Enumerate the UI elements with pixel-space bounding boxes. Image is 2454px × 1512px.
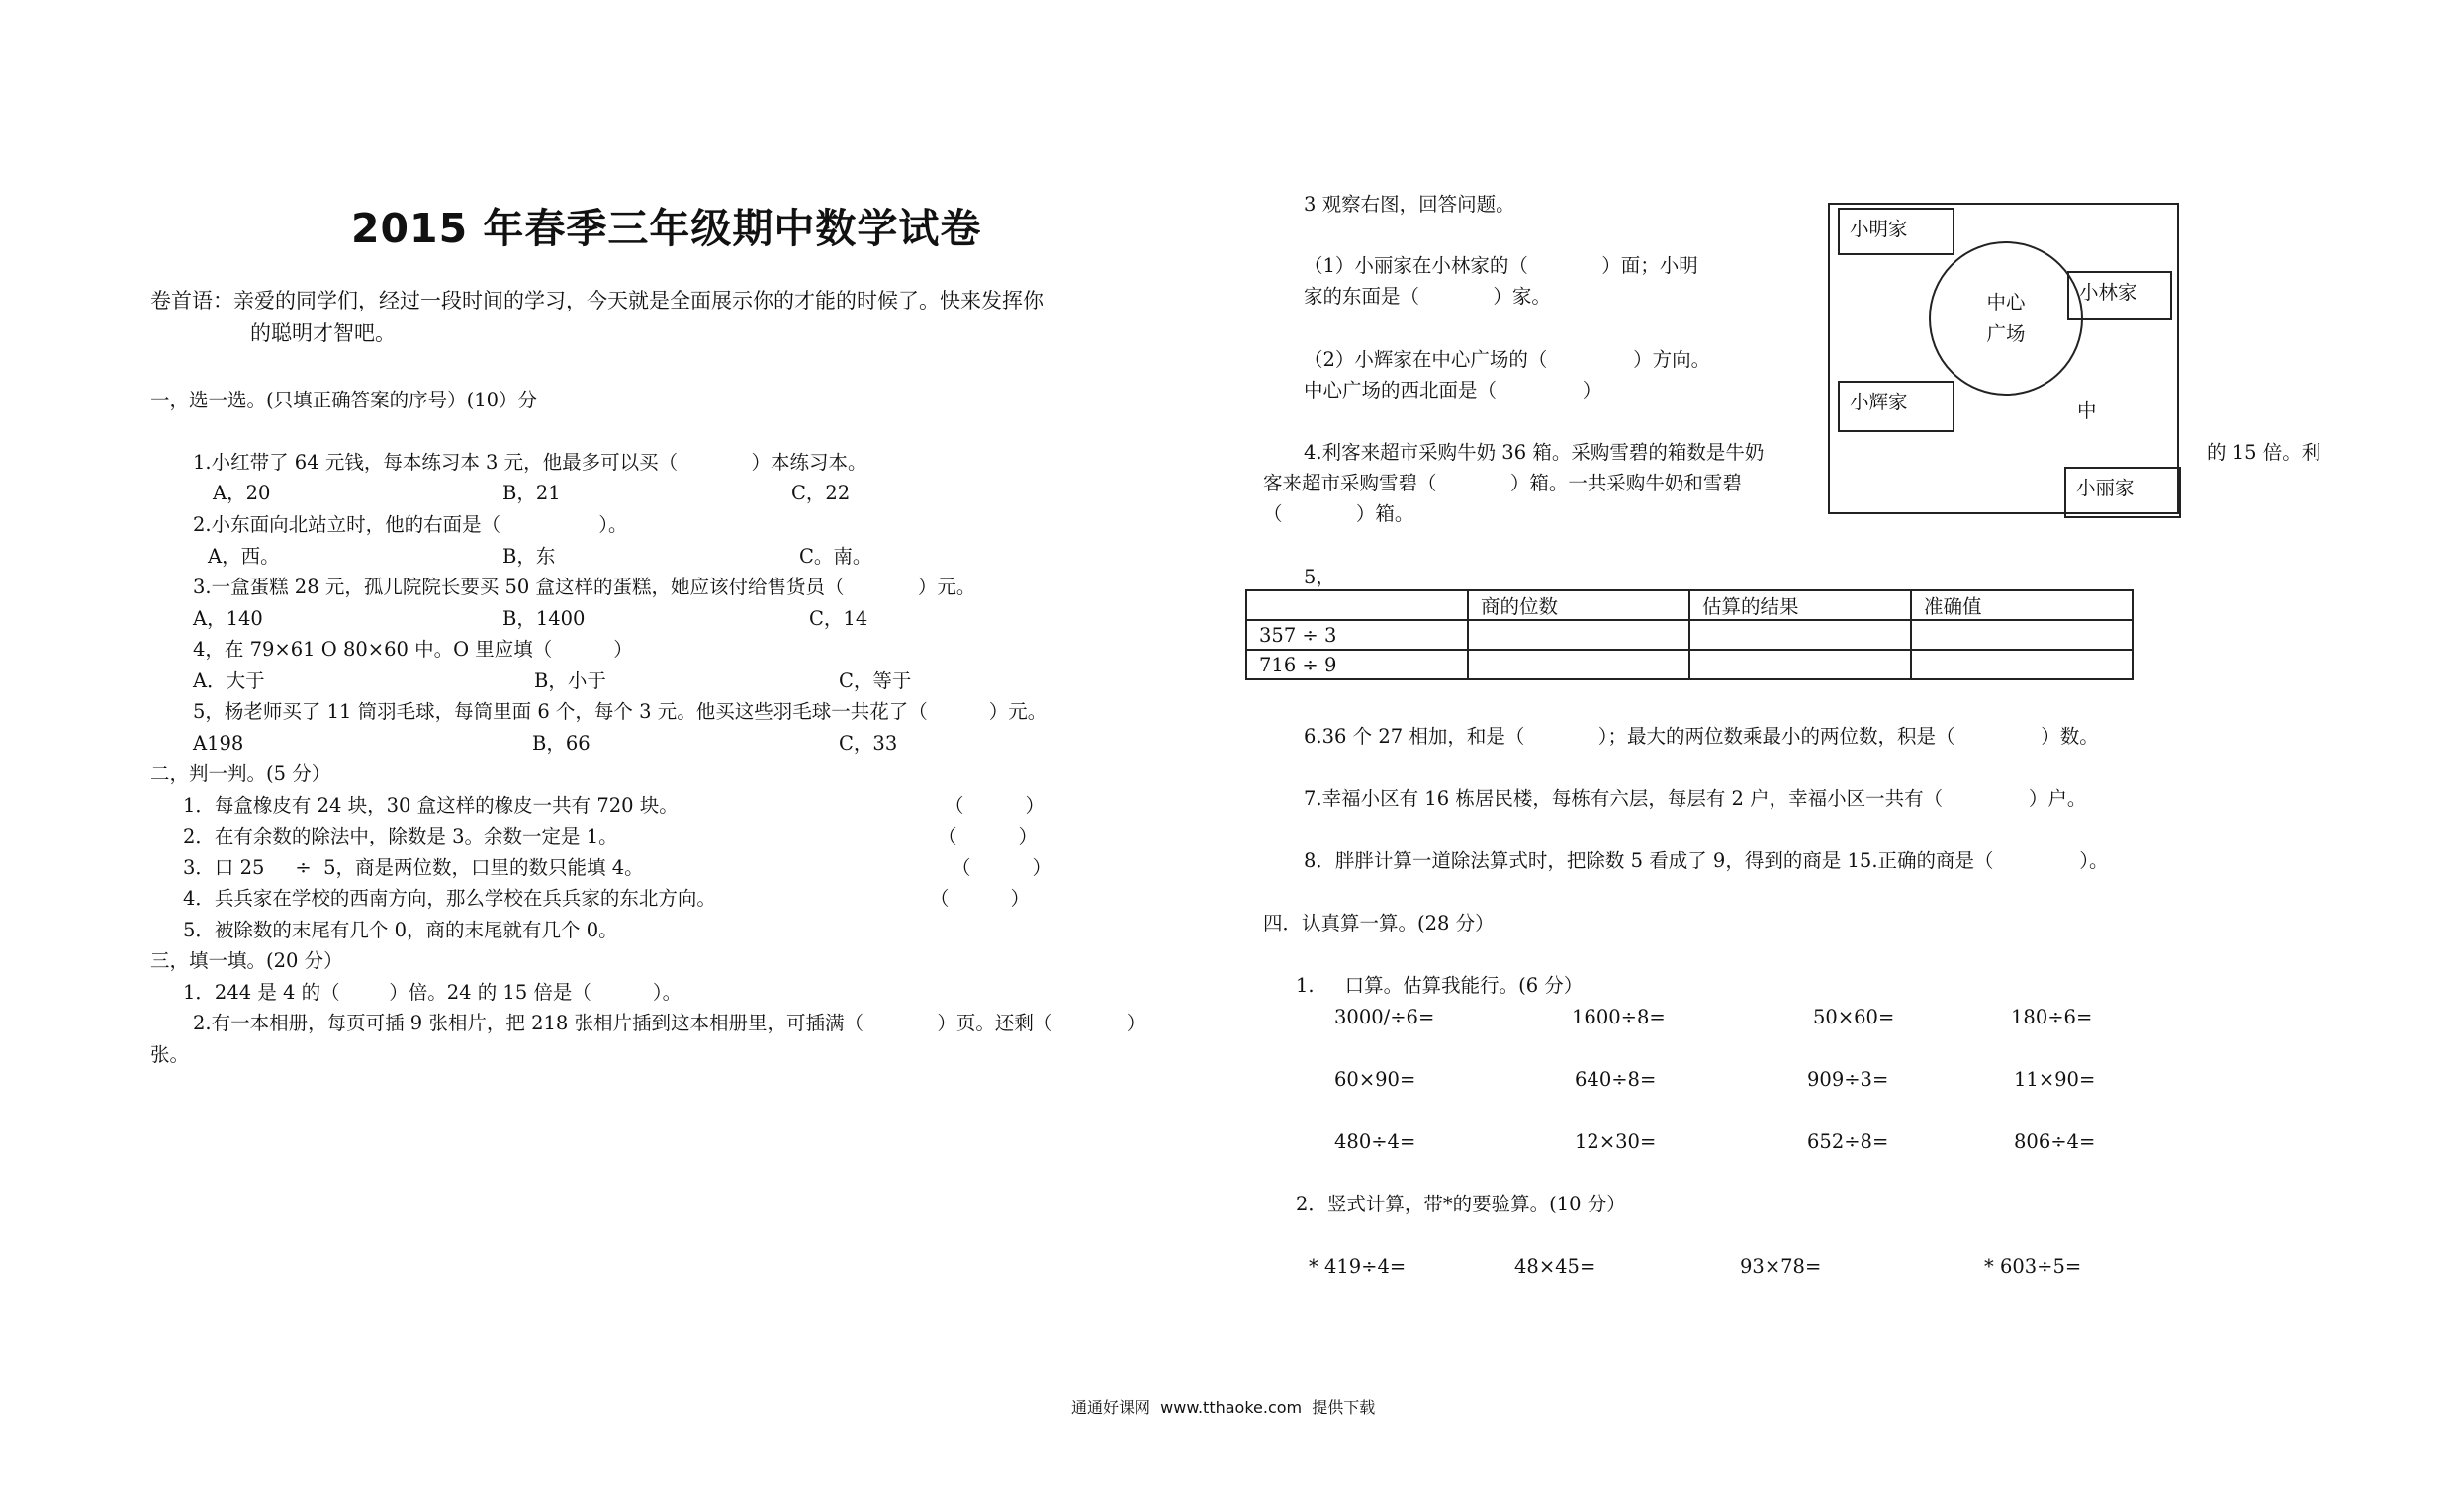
calc-item: 480÷4= bbox=[1334, 1130, 1416, 1153]
vertical-calc-item: 48×45= bbox=[1514, 1255, 1596, 1278]
s3-q3-p1-line-1: （1）小丽家在小林家的（ ）面；小明 bbox=[1304, 254, 1698, 277]
s3-q4-tail: 的 15 倍。利 bbox=[2207, 441, 2321, 464]
page-title: 2015 年春季三年级期中数学试卷 bbox=[351, 205, 982, 252]
map-center-plaza bbox=[1929, 241, 2083, 396]
s2-item-3-paren: （ ） bbox=[952, 856, 1051, 879]
estimation-table bbox=[1245, 589, 2134, 680]
map-diagram bbox=[1828, 203, 2179, 514]
table-header-row bbox=[1246, 590, 2133, 620]
map-xiaohui-home: 小辉家 bbox=[1838, 381, 1954, 432]
table-cell bbox=[1689, 620, 1911, 650]
table-header-cell: 准确值 bbox=[1911, 590, 2133, 620]
s1-q5-option-b: B，66 bbox=[532, 732, 591, 755]
s2-item-2: 2．在有余数的除法中，除数是 3。余数一定是 1。 bbox=[183, 825, 618, 847]
map-xiaolin-home: 小林家 bbox=[2067, 271, 2172, 320]
s1-q5-option-c: C，33 bbox=[839, 732, 898, 755]
s1-q4-option-b: B，小于 bbox=[534, 669, 606, 692]
s1-q4-option-a: A．大于 bbox=[193, 669, 265, 692]
s3-q3-p1-line-2: 家的东面是（ ）家。 bbox=[1304, 285, 1551, 308]
table-cell bbox=[1689, 650, 1911, 679]
s2-item-1-paren: （ ） bbox=[945, 794, 1045, 817]
calc-item: 60×90= bbox=[1334, 1068, 1416, 1091]
s3-q4-line-3: （ ）箱。 bbox=[1263, 502, 1414, 525]
s1-q2-option-b: B，东 bbox=[502, 545, 556, 568]
map-xiaoli-home: 小丽家 bbox=[2064, 467, 2181, 518]
s3-q3-intro: 3 观察右图，回答问题。 bbox=[1304, 193, 1515, 216]
table-header-cell: 商的位数 bbox=[1468, 590, 1689, 620]
s1-q3-option-a: A，140 bbox=[193, 607, 263, 630]
s1-q1-option-a: A，20 bbox=[213, 482, 271, 504]
s1-q2-option-c: C。南。 bbox=[799, 545, 872, 568]
intro-line-1: 卷首语：亲爱的同学们，经过一段时间的学习，今天就是全面展示你的才能的时候了。快来发挥你 bbox=[150, 289, 1044, 312]
table-cell: 716 ÷ 9 bbox=[1246, 650, 1468, 679]
calc-item: 50×60= bbox=[1813, 1006, 1895, 1028]
s1-q3-option-b: B，1400 bbox=[502, 607, 586, 630]
table-header-cell: 估算的结果 bbox=[1689, 590, 1911, 620]
s3-q3-p2-line-2: 中心广场的西北面是（ ） bbox=[1304, 379, 1602, 401]
s2-item-1: 1．每盒橡皮有 24 块，30 盒这样的橡皮一共有 720 块。 bbox=[183, 794, 679, 817]
vertical-calc-item: * 419÷4= bbox=[1309, 1255, 1407, 1278]
calc-item: 806÷4= bbox=[2014, 1130, 2096, 1153]
table-cell: 357 ÷ 3 bbox=[1246, 620, 1468, 650]
calc-item: 652÷8= bbox=[1807, 1130, 1889, 1153]
s3-q1: 1．244 是 4 的（ ）倍。24 的 15 倍是（ ）。 bbox=[183, 981, 682, 1004]
s1-q2-text: 2.小东面向北站立时，他的右面是（ ）。 bbox=[193, 513, 628, 536]
section2-heading: 二，判一判。(5 分） bbox=[150, 762, 331, 785]
calc-item: 3000/÷6= bbox=[1334, 1006, 1435, 1028]
calc-item: 180÷6= bbox=[2011, 1006, 2093, 1028]
table-cell bbox=[1911, 650, 2133, 679]
s2-item-4-paren: （ ） bbox=[930, 887, 1030, 910]
s3-q2-line-1: 2.有一本相册，每页可插 9 张相片，把 218 张相片插到这本相册里，可插满（ ）页。还剩（ ） bbox=[193, 1012, 1146, 1034]
s1-q1-text: 1.小红带了 64 元钱，每本练习本 3 元，他最多可以买（ ）本练习本。 bbox=[193, 451, 867, 474]
section3-heading: 三，填一填。(20 分） bbox=[150, 949, 343, 972]
s1-q5-text: 5，杨老师买了 11 筒羽毛球，每筒里面 6 个，每个 3 元。他买这些羽毛球一共花了（ ）元。 bbox=[193, 700, 1047, 723]
s3-q4-line-1: 4.利客来超市采购牛奶 36 箱。采购雪碧的箱数是牛奶 bbox=[1304, 441, 1765, 464]
calc-item: 12×30= bbox=[1575, 1130, 1657, 1153]
footer-source-link[interactable]: 通通好课网 www.tthaoke.com 提供下载 bbox=[1071, 1398, 1376, 1417]
s3-q3-p2-line-1: （2）小辉家在中心广场的（ ）方向。 bbox=[1304, 348, 1711, 371]
table-row bbox=[1246, 650, 2133, 679]
s2-item-5: 5．被除数的末尾有几个 0，商的末尾就有几个 0。 bbox=[183, 919, 618, 941]
s1-q4-text: 4，在 79×61 O 80×60 中。O 里应填（ ） bbox=[193, 638, 633, 661]
s1-q1-option-c: C，22 bbox=[791, 482, 851, 504]
calc-item: 640÷8= bbox=[1575, 1068, 1657, 1091]
map-xiaoming-home: 小明家 bbox=[1838, 208, 1954, 255]
s1-q3-text: 3.一盒蛋糕 28 元，孤儿院院长要买 50 盒这样的蛋糕，她应该付给售货员（ ）元。 bbox=[193, 576, 976, 598]
section4-heading: 四．认真算一算。(28 分） bbox=[1263, 912, 1495, 934]
map-center-label-2: 广场 bbox=[1986, 322, 2026, 345]
s1-q2-option-a: A，西。 bbox=[208, 545, 280, 568]
table-cell bbox=[1911, 620, 2133, 650]
intro-line-2: 的聪明才智吧。 bbox=[250, 321, 396, 345]
s3-q5-label: 5， bbox=[1304, 566, 1335, 588]
s3-q4-line-2: 客来超市采购雪碧（ ）箱。一共采购牛奶和雪碧 bbox=[1263, 472, 1742, 494]
vertical-calc-item: 93×78= bbox=[1740, 1255, 1822, 1278]
table-cell bbox=[1468, 620, 1689, 650]
s1-q4-option-c: C，等于 bbox=[839, 669, 912, 692]
section1-heading: 一，选一选。(只填正确答案的序号）(10）分 bbox=[150, 389, 538, 411]
vertical-calc-item: * 603÷5= bbox=[1984, 1255, 2082, 1278]
s2-item-2-paren: （ ） bbox=[938, 825, 1038, 847]
table-row bbox=[1246, 620, 2133, 650]
calc-item: 1600÷8= bbox=[1572, 1006, 1666, 1028]
s2-item-3: 3．口 25 ÷ 5，商是两位数，口里的数只能填 4。 bbox=[183, 856, 644, 879]
s4-p1-heading: 1. 口算。估算我能行。(6 分） bbox=[1296, 974, 1584, 997]
s2-item-4: 4．兵兵家在学校的西南方向，那么学校在兵兵家的东北方向。 bbox=[183, 887, 716, 910]
table-cell bbox=[1468, 650, 1689, 679]
s1-q3-option-c: C，14 bbox=[809, 607, 868, 630]
s1-q5-option-a: A198 bbox=[193, 732, 244, 755]
s3-q6: 6.36 个 27 相加，和是（ ）；最大的两位数乘最小的两位数，积是（ ）数。 bbox=[1304, 725, 2099, 748]
s1-q1-option-b: B，21 bbox=[502, 482, 561, 504]
map-center-label-1: 中心 bbox=[1986, 291, 2026, 313]
calc-item: 909÷3= bbox=[1807, 1068, 1889, 1091]
s4-p2-heading: 2．竖式计算，带*的要验算。(10 分） bbox=[1296, 1193, 1626, 1215]
calc-item: 11×90= bbox=[2014, 1068, 2096, 1091]
table-header-cell bbox=[1246, 590, 1468, 620]
s3-q7: 7.幸福小区有 16 栋居民楼，每栋有六层，每层有 2 户，幸福小区一共有（ ）户。 bbox=[1304, 787, 2087, 810]
map-zhong-label: 中 bbox=[2077, 400, 2097, 422]
s3-q8: 8．胖胖计算一道除法算式时，把除数 5 看成了 9，得到的商是 15.正确的商是（ ）。 bbox=[1304, 849, 2109, 872]
s3-q2-line-2: 张。 bbox=[150, 1043, 190, 1066]
